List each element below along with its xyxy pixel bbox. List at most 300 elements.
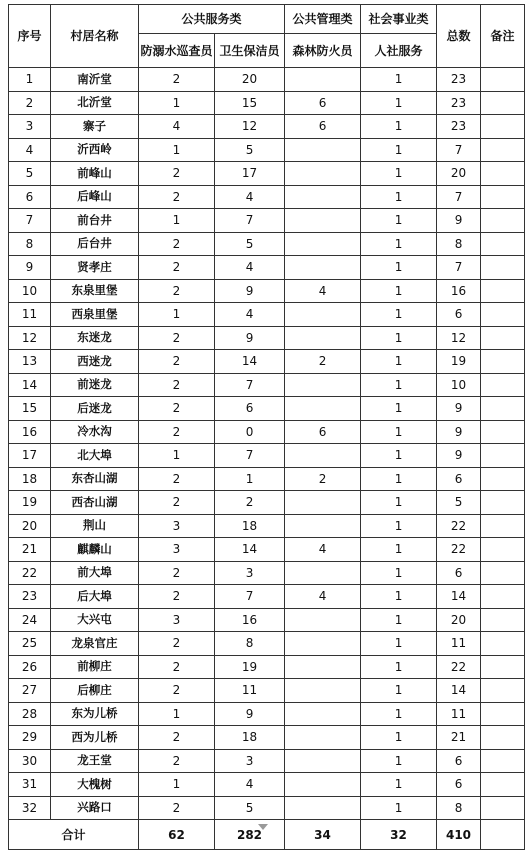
row-forest-fire [285, 185, 361, 209]
row-forest-fire [285, 162, 361, 186]
row-cleaner: 5 [215, 796, 285, 820]
header-village: 村居名称 [51, 5, 139, 68]
row-forest-fire [285, 373, 361, 397]
row-village-name: 荆山 [51, 514, 139, 538]
row-index: 14 [9, 373, 51, 397]
table-row [9, 138, 525, 162]
row-village-name: 大兴屯 [51, 608, 139, 632]
table-row [9, 538, 525, 562]
total-forest: 34 [285, 820, 361, 850]
row-cleaner: 7 [215, 373, 285, 397]
row-social-service: 1 [361, 538, 437, 562]
row-index: 11 [9, 303, 51, 327]
row-remark [481, 68, 525, 92]
row-forest-fire: 6 [285, 115, 361, 139]
row-forest-fire [285, 138, 361, 162]
row-social-service: 1 [361, 467, 437, 491]
row-flood-patrol: 1 [139, 773, 215, 797]
row-remark [481, 279, 525, 303]
row-social-service: 1 [361, 91, 437, 115]
row-social-service: 1 [361, 491, 437, 515]
row-total: 20 [437, 162, 481, 186]
row-remark [481, 138, 525, 162]
header-social-service: 人社服务 [361, 34, 437, 68]
row-total: 19 [437, 350, 481, 374]
header-forest-fire: 森林防火员 [285, 34, 361, 68]
table-row [9, 373, 525, 397]
row-forest-fire [285, 232, 361, 256]
row-flood-patrol: 2 [139, 420, 215, 444]
table-row [9, 514, 525, 538]
row-social-service: 1 [361, 561, 437, 585]
row-index: 31 [9, 773, 51, 797]
row-remark [481, 185, 525, 209]
table-row [9, 326, 525, 350]
row-cleaner: 9 [215, 279, 285, 303]
row-remark [481, 397, 525, 421]
row-forest-fire [285, 491, 361, 515]
row-forest-fire [285, 655, 361, 679]
table-row [9, 420, 525, 444]
row-flood-patrol: 2 [139, 397, 215, 421]
row-flood-patrol: 3 [139, 538, 215, 562]
row-total: 6 [437, 561, 481, 585]
row-total: 21 [437, 726, 481, 750]
row-forest-fire [285, 796, 361, 820]
row-index: 21 [9, 538, 51, 562]
table-row [9, 350, 525, 374]
row-flood-patrol: 1 [139, 91, 215, 115]
row-flood-patrol: 2 [139, 632, 215, 656]
row-total: 23 [437, 91, 481, 115]
table-row [9, 608, 525, 632]
row-total: 23 [437, 68, 481, 92]
row-village-name: 西泉里堡 [51, 303, 139, 327]
table-row [9, 185, 525, 209]
row-cleaner: 5 [215, 138, 285, 162]
row-social-service: 1 [361, 162, 437, 186]
row-cleaner: 7 [215, 585, 285, 609]
row-forest-fire [285, 68, 361, 92]
row-remark [481, 749, 525, 773]
row-cleaner: 4 [215, 185, 285, 209]
table-row [9, 585, 525, 609]
row-total: 9 [437, 397, 481, 421]
row-village-name: 寨子 [51, 115, 139, 139]
row-social-service: 1 [361, 115, 437, 139]
row-cleaner: 18 [215, 726, 285, 750]
row-total: 10 [437, 373, 481, 397]
row-total: 8 [437, 232, 481, 256]
table-row [9, 632, 525, 656]
total-social: 32 [361, 820, 437, 850]
row-remark [481, 514, 525, 538]
row-village-name: 前大埠 [51, 561, 139, 585]
row-social-service: 1 [361, 679, 437, 703]
row-index: 22 [9, 561, 51, 585]
row-social-service: 1 [361, 632, 437, 656]
table-row [9, 444, 525, 468]
row-remark [481, 91, 525, 115]
table-row [9, 209, 525, 233]
row-social-service: 1 [361, 279, 437, 303]
row-index: 3 [9, 115, 51, 139]
row-index: 17 [9, 444, 51, 468]
row-forest-fire [285, 773, 361, 797]
row-cleaner: 2 [215, 491, 285, 515]
table-row [9, 773, 525, 797]
row-index: 5 [9, 162, 51, 186]
header-flood-patrol: 防溺水巡查员 [139, 34, 215, 68]
row-village-name: 麒麟山 [51, 538, 139, 562]
row-forest-fire [285, 749, 361, 773]
row-forest-fire [285, 608, 361, 632]
table-row [9, 679, 525, 703]
row-village-name: 前柳庄 [51, 655, 139, 679]
total-sum: 410 [437, 820, 481, 850]
row-index: 8 [9, 232, 51, 256]
row-cleaner: 20 [215, 68, 285, 92]
row-flood-patrol: 3 [139, 514, 215, 538]
row-social-service: 1 [361, 397, 437, 421]
row-social-service: 1 [361, 749, 437, 773]
header-group-public-management: 公共管理类 [285, 5, 361, 34]
row-total: 6 [437, 303, 481, 327]
row-flood-patrol: 2 [139, 68, 215, 92]
row-remark [481, 655, 525, 679]
row-village-name: 兴路口 [51, 796, 139, 820]
table-row [9, 115, 525, 139]
row-social-service: 1 [361, 608, 437, 632]
row-remark [481, 256, 525, 280]
row-social-service: 1 [361, 209, 437, 233]
row-index: 15 [9, 397, 51, 421]
row-index: 7 [9, 209, 51, 233]
table-row [9, 561, 525, 585]
header-group-social: 社会事业类 [361, 5, 437, 34]
row-index: 20 [9, 514, 51, 538]
header-total: 总数 [437, 5, 481, 68]
row-index: 13 [9, 350, 51, 374]
row-total: 22 [437, 538, 481, 562]
row-village-name: 北沂堂 [51, 91, 139, 115]
row-flood-patrol: 2 [139, 749, 215, 773]
row-remark [481, 326, 525, 350]
row-cleaner: 17 [215, 162, 285, 186]
table-row [9, 467, 525, 491]
row-cleaner: 8 [215, 632, 285, 656]
row-village-name: 西杏山湖 [51, 491, 139, 515]
row-flood-patrol: 2 [139, 679, 215, 703]
row-cleaner: 14 [215, 350, 285, 374]
row-social-service: 1 [361, 185, 437, 209]
row-remark [481, 303, 525, 327]
row-total: 23 [437, 115, 481, 139]
row-index: 26 [9, 655, 51, 679]
row-village-name: 东为儿桥 [51, 702, 139, 726]
row-social-service: 1 [361, 796, 437, 820]
total-cleaner: 282 [215, 820, 285, 850]
row-forest-fire: 2 [285, 467, 361, 491]
row-remark [481, 232, 525, 256]
row-total: 20 [437, 608, 481, 632]
row-total: 8 [437, 796, 481, 820]
row-cleaner: 18 [215, 514, 285, 538]
row-cleaner: 9 [215, 326, 285, 350]
row-total: 14 [437, 585, 481, 609]
row-cleaner: 4 [215, 256, 285, 280]
row-flood-patrol: 2 [139, 256, 215, 280]
row-forest-fire [285, 726, 361, 750]
row-social-service: 1 [361, 373, 437, 397]
row-remark [481, 561, 525, 585]
row-village-name: 西迷龙 [51, 350, 139, 374]
table-row [9, 91, 525, 115]
row-flood-patrol: 2 [139, 726, 215, 750]
row-remark [481, 162, 525, 186]
row-total: 7 [437, 256, 481, 280]
row-social-service: 1 [361, 68, 437, 92]
row-village-name: 沂西岭 [51, 138, 139, 162]
row-forest-fire: 4 [285, 585, 361, 609]
row-village-name: 后峰山 [51, 185, 139, 209]
row-forest-fire: 4 [285, 538, 361, 562]
row-cleaner: 6 [215, 397, 285, 421]
row-forest-fire [285, 679, 361, 703]
row-cleaner: 11 [215, 679, 285, 703]
row-total: 16 [437, 279, 481, 303]
row-village-name: 后大埠 [51, 585, 139, 609]
row-cleaner: 16 [215, 608, 285, 632]
row-cleaner: 9 [215, 702, 285, 726]
table-row [9, 702, 525, 726]
row-flood-patrol: 2 [139, 279, 215, 303]
row-index: 29 [9, 726, 51, 750]
row-total: 11 [437, 702, 481, 726]
row-village-name: 前峰山 [51, 162, 139, 186]
row-village-name: 龙王堂 [51, 749, 139, 773]
table-row [9, 655, 525, 679]
row-index: 18 [9, 467, 51, 491]
row-flood-patrol: 1 [139, 444, 215, 468]
table-row [9, 162, 525, 186]
table-row [9, 397, 525, 421]
table-header [9, 5, 525, 68]
row-index: 30 [9, 749, 51, 773]
header-index: 序号 [9, 5, 51, 68]
row-remark [481, 773, 525, 797]
row-remark [481, 491, 525, 515]
row-village-name: 前台井 [51, 209, 139, 233]
row-remark [481, 796, 525, 820]
row-cleaner: 3 [215, 749, 285, 773]
row-remark [481, 209, 525, 233]
row-cleaner: 4 [215, 773, 285, 797]
row-cleaner: 7 [215, 209, 285, 233]
row-social-service: 1 [361, 326, 437, 350]
row-forest-fire [285, 209, 361, 233]
row-total: 9 [437, 420, 481, 444]
row-flood-patrol: 1 [139, 702, 215, 726]
row-remark [481, 632, 525, 656]
row-village-name: 西为儿桥 [51, 726, 139, 750]
header-cleaner: 卫生保洁员 [215, 34, 285, 68]
row-cleaner: 3 [215, 561, 285, 585]
row-flood-patrol: 2 [139, 350, 215, 374]
row-cleaner: 4 [215, 303, 285, 327]
table-row [9, 232, 525, 256]
row-village-name: 后柳庄 [51, 679, 139, 703]
row-social-service: 1 [361, 303, 437, 327]
row-remark [481, 420, 525, 444]
row-cleaner: 5 [215, 232, 285, 256]
row-index: 10 [9, 279, 51, 303]
row-village-name: 北大埠 [51, 444, 139, 468]
row-social-service: 1 [361, 350, 437, 374]
header-group-public-service: 公共服务类 [139, 5, 285, 34]
row-forest-fire [285, 444, 361, 468]
total-label: 合计 [9, 820, 139, 850]
row-remark [481, 467, 525, 491]
row-village-name: 前迷龙 [51, 373, 139, 397]
row-social-service: 1 [361, 138, 437, 162]
row-index: 9 [9, 256, 51, 280]
row-village-name: 东泉里堡 [51, 279, 139, 303]
table-row [9, 279, 525, 303]
row-flood-patrol: 2 [139, 491, 215, 515]
row-flood-patrol: 1 [139, 138, 215, 162]
row-remark [481, 585, 525, 609]
row-index: 27 [9, 679, 51, 703]
row-forest-fire [285, 702, 361, 726]
row-village-name: 龙泉官庄 [51, 632, 139, 656]
row-village-name: 冷水沟 [51, 420, 139, 444]
row-social-service: 1 [361, 514, 437, 538]
row-index: 28 [9, 702, 51, 726]
row-total: 11 [437, 632, 481, 656]
row-flood-patrol: 2 [139, 561, 215, 585]
header-remark: 备注 [481, 5, 525, 68]
row-social-service: 1 [361, 702, 437, 726]
table-row [9, 256, 525, 280]
row-flood-patrol: 2 [139, 467, 215, 491]
row-flood-patrol: 4 [139, 115, 215, 139]
row-cleaner: 15 [215, 91, 285, 115]
row-social-service: 1 [361, 655, 437, 679]
table-row [9, 303, 525, 327]
row-flood-patrol: 2 [139, 655, 215, 679]
row-total: 7 [437, 185, 481, 209]
row-social-service: 1 [361, 444, 437, 468]
row-forest-fire [285, 326, 361, 350]
row-social-service: 1 [361, 773, 437, 797]
row-total: 14 [437, 679, 481, 703]
chevron-down-icon[interactable] [258, 824, 268, 830]
row-social-service: 1 [361, 726, 437, 750]
row-forest-fire [285, 561, 361, 585]
row-village-name: 东杏山湖 [51, 467, 139, 491]
total-remark [481, 820, 525, 850]
staff-allocation-sheet [8, 4, 524, 850]
row-cleaner: 7 [215, 444, 285, 468]
row-flood-patrol: 2 [139, 232, 215, 256]
row-flood-patrol: 2 [139, 585, 215, 609]
row-village-name: 后迷龙 [51, 397, 139, 421]
row-flood-patrol: 2 [139, 326, 215, 350]
row-remark [481, 726, 525, 750]
row-total: 22 [437, 514, 481, 538]
row-village-name: 南沂堂 [51, 68, 139, 92]
row-index: 12 [9, 326, 51, 350]
row-remark [481, 608, 525, 632]
row-total: 6 [437, 749, 481, 773]
row-forest-fire [285, 514, 361, 538]
row-flood-patrol: 2 [139, 373, 215, 397]
row-index: 6 [9, 185, 51, 209]
row-remark [481, 444, 525, 468]
row-remark [481, 350, 525, 374]
row-forest-fire: 6 [285, 420, 361, 444]
row-total: 9 [437, 209, 481, 233]
table-row [9, 491, 525, 515]
row-cleaner: 12 [215, 115, 285, 139]
row-total: 9 [437, 444, 481, 468]
row-social-service: 1 [361, 585, 437, 609]
row-forest-fire [285, 632, 361, 656]
table-row [9, 68, 525, 92]
row-index: 24 [9, 608, 51, 632]
row-flood-patrol: 1 [139, 209, 215, 233]
row-total: 6 [437, 467, 481, 491]
total-flood: 62 [139, 820, 215, 850]
row-total: 22 [437, 655, 481, 679]
row-forest-fire [285, 397, 361, 421]
row-flood-patrol: 3 [139, 608, 215, 632]
row-remark [481, 115, 525, 139]
table-row [9, 726, 525, 750]
row-flood-patrol: 2 [139, 185, 215, 209]
row-village-name: 贤孝庄 [51, 256, 139, 280]
table-body [9, 68, 525, 820]
row-index: 25 [9, 632, 51, 656]
row-forest-fire: 2 [285, 350, 361, 374]
table-row [9, 749, 525, 773]
row-remark [481, 538, 525, 562]
row-total: 5 [437, 491, 481, 515]
row-cleaner: 19 [215, 655, 285, 679]
row-total: 7 [437, 138, 481, 162]
row-total: 6 [437, 773, 481, 797]
row-flood-patrol: 2 [139, 162, 215, 186]
row-forest-fire [285, 303, 361, 327]
row-social-service: 1 [361, 420, 437, 444]
row-remark [481, 702, 525, 726]
row-index: 1 [9, 68, 51, 92]
row-remark [481, 679, 525, 703]
row-flood-patrol: 2 [139, 796, 215, 820]
row-cleaner: 14 [215, 538, 285, 562]
row-village-name: 东迷龙 [51, 326, 139, 350]
row-social-service: 1 [361, 256, 437, 280]
row-index: 2 [9, 91, 51, 115]
row-index: 19 [9, 491, 51, 515]
row-cleaner: 1 [215, 467, 285, 491]
row-village-name: 大槐树 [51, 773, 139, 797]
row-forest-fire: 6 [285, 91, 361, 115]
row-cleaner: 0 [215, 420, 285, 444]
table-row [9, 796, 525, 820]
row-total: 12 [437, 326, 481, 350]
